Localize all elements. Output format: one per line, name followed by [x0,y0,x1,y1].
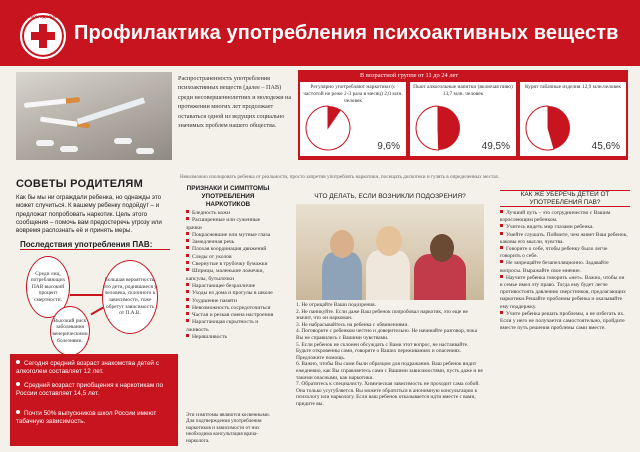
list-item: Замедленная речь [186,239,274,246]
list-item: Уходы из дома и прогулы в школе [186,290,274,297]
list-item: Покрасневшие или мутные глаза [186,232,274,239]
list-item: Следы от уколов [186,254,274,261]
fact-item: Средний возраст приобщения к наркотикам по России составляет 14,5 лет. [16,382,164,397]
logo-text: «ЗАКОН ЗДОРОВЬЯ» [22,14,66,19]
list-item: Частая и резкая смена настроения [186,312,274,319]
pie-slice [416,106,439,150]
intro-text: Распространенность употребления психоактивных веществ (далее – ПАВ) среди несовершеннолетних и молодежи на протяжении многих лет продолжает оставаться одной из ведущих социально значимых проблем нашего общества. [178,75,292,130]
suspect-list [296,302,484,408]
list-item: Лучший путь – это сотрудничество с Вашим взрослеющим ребенком. [500,210,611,224]
red-cross-logo-icon [20,13,66,59]
drugs-photo [16,72,172,160]
advice-text: Как бы мы ни ограждали ребенка, но однажды это может случиться. К вашему ребенку подойдут – и предложат попробовать наркотик. Цель этого сообщения – помочь вам предостеречь угрозу или вовремя распознать её и принять меры. [16,194,162,235]
fact-item: Почти 50% выпускников школ России имеют табачную зависимость. [16,410,157,425]
list-item: 3. Не набрасывайтесь на ребенка с обвинениями. [296,321,409,328]
list-item: 5. Если ребенок не склонен обсуждать с Вами этот вопрос, не настаивайте. Будьте откровенны сами, говорите о Ваших переживаниях и опасениях. Предложите помощь. [296,341,469,361]
stat-percent: 49,5% [481,141,510,152]
list-item: Плохая координация движений [186,246,274,253]
stat-pie [414,104,466,152]
list-item: 1. Не отрицайте Ваши подозрения. [296,302,376,308]
list-item: Неряшливость [186,334,274,341]
list-item: Учитесь видеть мир глазами ребенка. [500,224,628,231]
stat-label: Регулярно употребляют наркотики (с частотой не реже 2-3 раза в месяц) 2,0 млн. человек [303,84,403,104]
stat-pie [304,104,356,152]
family-photo [296,204,484,300]
strip-text: Невозможно изолировать ребенка от реальности, просто запретив употреблять наркотики, посещать дискотеки и гулять в определенных местах. [180,174,500,180]
stat-tobacco [520,82,626,156]
consequence-text: Высокий риск заболевания венерическими болезнями. [52,317,88,344]
consequence-heredity [102,260,158,334]
list-item: Научите ребенка говорить «нет». Важно, чтобы он в семье имел эту право. Тогда ему будет легче противостоять давлению сверстников, предлагающих наркотики.Решайте проблемы ребенка и оказывайте ему поддержку. [500,274,626,310]
signs-list [186,210,274,341]
page-title: Профилактика употребления психоактивных веществ [74,22,619,44]
signs-title: ПРИЗНАКИ И СИМПТОМЫ УПОТРЕБЛЕНИЯ НАРКОТИКОВ [186,185,270,208]
arrow-icon [90,307,103,316]
protect-list [500,210,628,332]
stat-drugs [300,82,406,156]
list-item: Свернутые в трубочку бумажки [186,261,274,268]
protect-title: КАК ЖЕ УБЕРЕЧЬ ДЕТЕЙ ОТ УПОТРЕБЛЕНИЯ ПАВ? [500,190,630,207]
list-item: Учите ребенка решать проблемы, а не избегать их. Если у него не получается самостоятельно, пройдите вместе путь решения проблемы сами вместе. [500,310,625,332]
stat-percent: 9,6% [377,141,400,152]
list-item: Говорите о себе, чтобы ребенку было легче говорить о себе. [500,246,608,260]
consequence-disease [50,306,90,356]
consequence-text: Большая вероятность, что дети, родившиеся у человека, склонного к зависимости, тоже обретут зависимость от П.А.В. [103,277,157,317]
list-item: 2. Не паникуйте. Если даже Ваш ребенок попробовал наркотик, это еще не значит, что он наркоман. [296,308,468,322]
list-item: 7. Обратитесь к специалисту. Химическая зависимость не проходит сама собой. Она только усугубляется. Вы можете обратиться в анонимную консультацию к психологу или наркологу. Если ваш ребенок отказывается идти вместе с вами, придите вы. [296,381,480,407]
consequence-text: Среди лиц, потребляющих ПАВ высокий процент смертности. [30,270,66,303]
arrow-icon [70,294,102,296]
stat-percent: 45,6% [591,141,620,152]
advice-title: СОВЕТЫ РОДИТЕЛЯМ [16,178,144,190]
header-banner [0,0,640,66]
consequences-title: Последствия употребления ПАВ: [20,240,170,250]
list-item: 4. Поговорите с ребенком честно и доверительно. Не начинайте разговор, пока Вы не справились с Вашими чувствами. [296,328,477,341]
stat-alcohol [410,82,516,156]
stat-label: Пьют алкогольные напитки (включая пиво) 13,7 млн. человек [413,84,513,97]
list-item: Бледность кожи [186,210,274,217]
list-item: Нарастающее безразличие [186,283,274,290]
stat-label: Курят табачные изделия 12,9 млн.человек [524,84,622,90]
pie-slice [306,106,350,150]
suspect-title: ЧТО ДЕЛАТЬ, ЕСЛИ ВОЗНИКЛИ ПОДОЗРЕНИЯ? [314,193,466,200]
list-item: Шприцы, маленькие ложечки, капсулы, бутылочки [186,268,264,282]
list-item: Нарастающая скрытность и лживость [186,319,259,333]
stats-heading: В возрастной группе от 11 до 24 лет [360,72,459,79]
fact-item: Сегодня средний возраст знакомства детей с алкоголем составляет 12 лет. [16,360,159,375]
list-item: Расширенные или суженные зрачки [186,217,261,231]
list-item: Ухудшение памяти [186,298,274,305]
stat-pie [524,104,576,152]
list-item: Не запрещайте безапелляционно. Задавайте вопросы. Выражайте свое мнение. [500,260,609,274]
list-item: Невозможность сосредоточиться [186,305,274,312]
list-item: 6. Важно, чтобы Вы сами были образцом для подражания. Ваш ребенок видит ежедневно, как Вы справляетесь сами с Вашими зависимостями, пусть даже и не такими опасными, как наркотики. [296,361,483,381]
signs-footer: Эти симптомы являются косвенными. Для подтверждения употребления наркотиков и зависимости от них необходима консультация врача-нарколога. [186,412,270,444]
list-item: Умейте слушать. Поймите, чем живет Ваш ребенок, каковы его мысли, чувства. [500,231,628,245]
